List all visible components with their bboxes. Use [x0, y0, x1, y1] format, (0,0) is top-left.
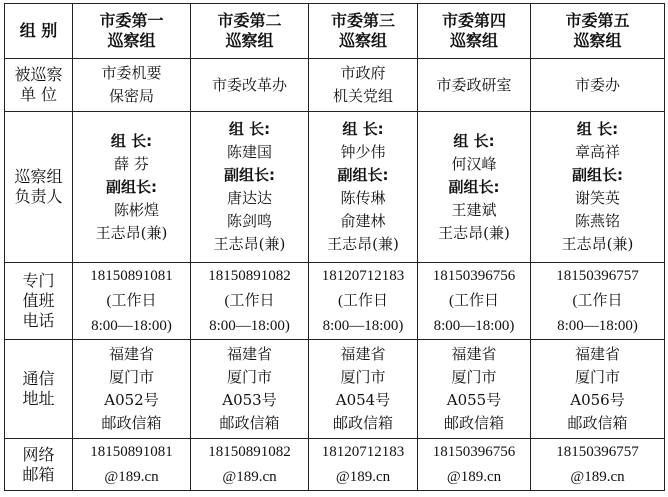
address-line: 福建省	[108, 345, 154, 363]
phone-hours: 8:00—18:00)	[209, 317, 290, 334]
leader-label: 组 长:	[453, 131, 495, 150]
group-header	[531, 4, 665, 59]
deputy-label: 副组长:	[448, 177, 500, 196]
group-name-suffix: 巡察组	[225, 31, 274, 50]
email-user: 18150396756	[432, 443, 516, 460]
row-label-line: 网络	[22, 444, 55, 464]
phone-number: 18120712183	[321, 267, 405, 284]
email-domain: @189.cn	[222, 468, 277, 485]
row-label-line: 被巡察	[14, 65, 63, 84]
address-line: 厦门市	[574, 368, 620, 386]
phone-cell	[191, 263, 309, 340]
email-user: 18120712183	[321, 443, 405, 460]
phone-hours-label: (工作日	[338, 292, 388, 309]
address-line: 邮政信箱	[101, 414, 162, 432]
inspected-unit-row	[5, 59, 665, 112]
email-cell	[531, 439, 665, 491]
email-cell	[191, 439, 309, 491]
group-name-suffix: 巡察组	[107, 31, 156, 50]
phone-hours-label: (工作日	[224, 292, 275, 309]
row-label-line: 专门	[22, 271, 55, 290]
leader-name: 薛 芬	[114, 154, 149, 173]
phone-number: 18150891082	[208, 267, 291, 284]
phone-hours-label: (工作日	[106, 292, 157, 309]
phone-hours: 8:00—18:00)	[322, 317, 404, 334]
email-user: 18150396757	[556, 443, 639, 460]
unit-line: 市委政研室	[436, 75, 512, 94]
deputy-name: 王志昂(兼)	[95, 223, 168, 242]
address-line: 厦门市	[451, 368, 497, 386]
address-line: 厦门市	[226, 368, 272, 386]
phone-cell	[531, 263, 665, 340]
row-label-line: 巡察组	[14, 167, 63, 186]
address-line: 厦门市	[108, 368, 154, 386]
deputy-name: 陈剑鸣	[226, 212, 272, 230]
email-cell	[73, 439, 191, 491]
phone-hours: 8:00—18:00)	[433, 317, 515, 334]
deputy-name: 王志昂(兼)	[327, 235, 399, 253]
unit-line: 机关党组	[332, 87, 393, 105]
leader-name: 钟少伟	[340, 143, 386, 161]
email-domain: @189.cn	[104, 468, 159, 485]
inspected-unit-cell	[309, 59, 418, 112]
phone-cell	[309, 263, 418, 340]
address-line: 福建省	[340, 345, 386, 363]
inspected-unit-cell	[191, 59, 309, 112]
address-line: 邮政信箱	[567, 414, 628, 432]
email-cell	[418, 439, 531, 491]
email-user: 18150891081	[90, 443, 173, 460]
inspected-unit-cell	[73, 59, 191, 112]
deputy-name: 王志昂(兼)	[438, 223, 510, 242]
deputy-name: 陈彬煌	[113, 200, 159, 219]
group-name: 市委第四	[441, 11, 506, 30]
leader-label: 组 长:	[228, 120, 271, 138]
leader-name: 陈建国	[226, 143, 272, 161]
unit-line: 保密局	[108, 87, 154, 105]
address-cell	[418, 340, 531, 439]
leader-label: 组 长:	[110, 131, 153, 150]
address-label	[5, 340, 73, 439]
address-line: A054号	[335, 391, 391, 409]
group-header	[73, 4, 191, 59]
group-name: 市委第一	[99, 11, 164, 30]
email-label	[5, 439, 73, 491]
address-cell	[309, 340, 418, 439]
email-domain: @189.cn	[446, 468, 502, 485]
inspection-groups-table	[4, 3, 665, 491]
address-line: 邮政信箱	[332, 414, 393, 432]
phone-cell	[418, 263, 531, 340]
unit-line: 市政府	[340, 64, 386, 82]
leader-label: 组 长:	[342, 120, 384, 138]
email-cell	[309, 439, 418, 491]
unit-line: 市委办	[574, 75, 620, 94]
unit-line: 市委机要	[101, 64, 162, 82]
group-name-suffix: 巡察组	[338, 31, 387, 50]
phone-number: 18150396756	[432, 267, 516, 284]
phone-hours-label: (工作日	[449, 292, 499, 309]
leaders-row	[5, 112, 665, 263]
address-line: 福建省	[226, 345, 272, 363]
deputy-label: 副组长:	[224, 166, 275, 184]
group-name: 市委第五	[565, 11, 630, 30]
group-header	[191, 4, 309, 59]
phone-hours-label: (工作日	[572, 292, 623, 309]
address-line: 厦门市	[340, 368, 386, 386]
row-label-line: 地址	[22, 389, 55, 408]
phone-hours: 8:00—18:00)	[91, 317, 172, 334]
deputy-label: 副组长:	[337, 166, 389, 184]
deputy-name: 王志昂(兼)	[213, 235, 286, 253]
deputy-label: 副组长:	[572, 166, 623, 184]
address-line: 邮政信箱	[219, 414, 280, 432]
inspected-unit-cell	[531, 59, 665, 112]
corner-header: 组 别	[5, 4, 73, 59]
row-label-line: 电话	[22, 311, 55, 330]
deputy-name: 陈传琳	[340, 189, 386, 207]
deputy-name: 俞建林	[340, 212, 386, 230]
address-cell	[191, 340, 309, 439]
email-domain: @189.cn	[570, 468, 625, 485]
deputy-label: 副组长:	[106, 177, 157, 196]
row-label-line: 负责人	[14, 187, 63, 206]
leaders-cell	[309, 112, 418, 263]
leaders-cell	[73, 112, 191, 263]
address-line: A052号	[104, 391, 159, 409]
phone-number: 18150396757	[556, 267, 639, 284]
email-user: 18150891082	[208, 443, 291, 460]
deputy-name: 陈燕铭	[574, 212, 620, 230]
phone-row	[5, 263, 665, 340]
phone-cell	[73, 263, 191, 340]
address-row	[5, 340, 665, 439]
email-domain: @189.cn	[335, 468, 391, 485]
row-label-line: 邮箱	[22, 464, 55, 484]
email-row	[5, 439, 665, 491]
address-line: 福建省	[451, 345, 497, 363]
group-name: 市委第三	[330, 11, 395, 30]
unit-line: 市委改革办	[211, 75, 287, 94]
address-line: A053号	[222, 391, 277, 409]
leaders-label	[5, 112, 73, 263]
group-name: 市委第二	[217, 11, 282, 30]
row-label-line: 单 位	[19, 85, 58, 104]
group-name-suffix: 巡察组	[449, 31, 498, 50]
row-label-line: 通信	[22, 369, 55, 388]
address-line: A055号	[446, 391, 502, 409]
deputy-name: 谢笑英	[574, 189, 620, 207]
group-header	[418, 4, 531, 59]
phone-number: 18150891081	[90, 267, 173, 284]
deputy-name: 王志昂(兼)	[561, 235, 634, 253]
leader-label: 组 长:	[576, 120, 619, 138]
leaders-cell	[191, 112, 309, 263]
leaders-cell	[418, 112, 531, 263]
leader-name: 章高祥	[574, 143, 620, 161]
phone-label	[5, 263, 73, 340]
address-cell	[531, 340, 665, 439]
inspected-unit-label	[5, 59, 73, 112]
group-name-suffix: 巡察组	[573, 31, 622, 50]
address-line: 邮政信箱	[443, 414, 504, 432]
deputy-name: 唐达达	[226, 189, 272, 207]
phone-hours: 8:00—18:00)	[557, 317, 638, 334]
leader-name: 何汉峰	[451, 154, 497, 173]
deputy-name: 王建斌	[451, 200, 497, 219]
address-line: A056号	[570, 391, 625, 409]
address-cell	[73, 340, 191, 439]
header-row	[5, 4, 665, 59]
group-header	[309, 4, 418, 59]
row-label-line: 值班	[22, 291, 55, 310]
inspected-unit-cell	[418, 59, 531, 112]
leaders-cell	[531, 112, 665, 263]
address-line: 福建省	[574, 345, 620, 363]
